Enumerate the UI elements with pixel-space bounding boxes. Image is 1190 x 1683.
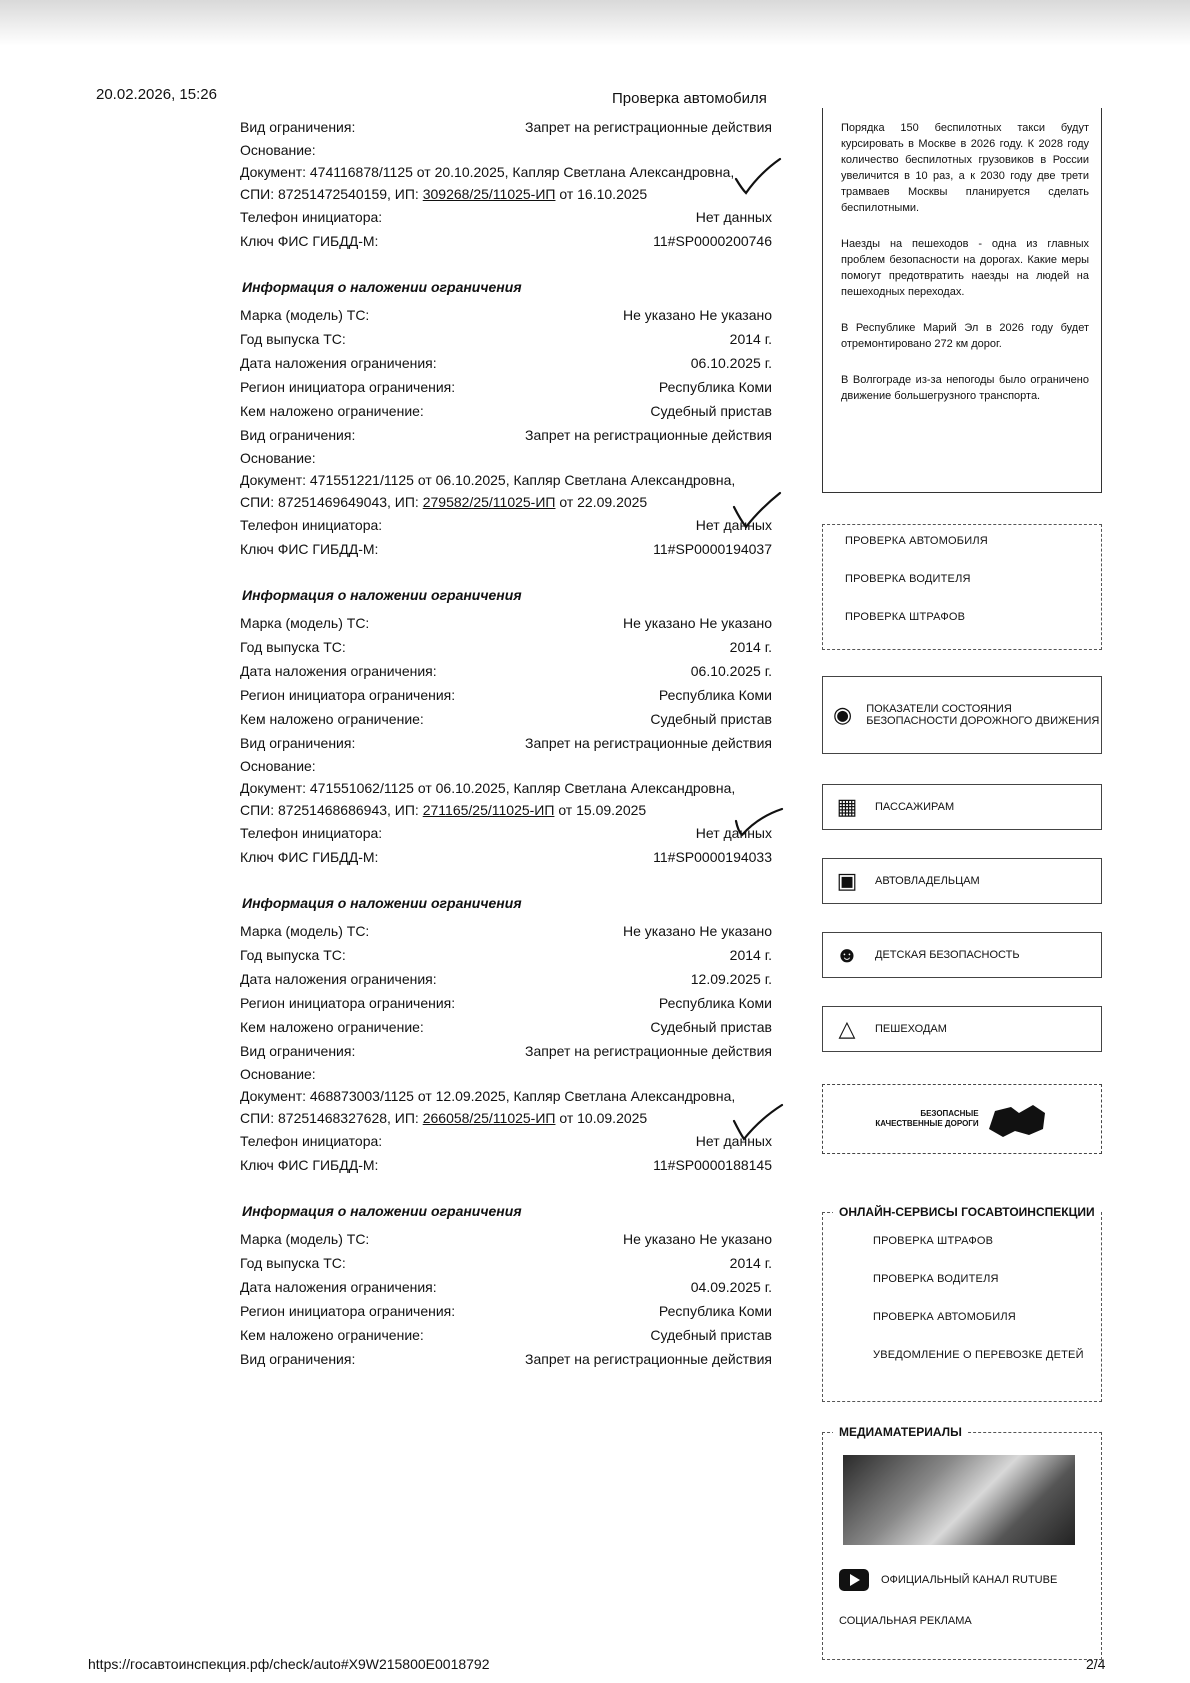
section-title: Информация о наложении ограничения	[242, 279, 522, 295]
vehicle-model-value: Не указано Не указано	[622, 615, 772, 631]
restriction-date-value: 12.09.2025 г.	[690, 971, 772, 987]
imposed-by-value: Судебный пристав	[650, 1019, 772, 1035]
vehicle-year-label: Год выпуска ТС:	[240, 947, 346, 963]
fis-key-label: Ключ ФИС ГИБДД-М:	[240, 849, 379, 865]
tile-child-safety[interactable]	[822, 932, 1102, 978]
vehicle-model-value: Не указано Не указано	[622, 307, 772, 323]
vehicle-model-label: Марка (модель) ТС:	[240, 923, 370, 939]
restriction-type-row	[240, 115, 772, 139]
vehicle-model-label: Марка (модель) ТС:	[240, 615, 370, 631]
basis-document-text: Документ: 471551221/1125 от 06.10.2025, Капляр Светлана Александровна, СПИ: 87251469649043, ИП:	[240, 472, 736, 510]
vehicle-model-label: Марка (модель) ТС:	[240, 307, 370, 323]
initiator-region-value: Республика Коми	[658, 1303, 772, 1319]
fis-key-value: 11#SP0000194033	[653, 849, 772, 865]
restriction-block	[240, 587, 772, 869]
basis-document-text: Документ: 474116878/1125 от 20.10.2025, Капляр Светлана Александровна, СПИ: 87251472540159, ИП:	[240, 164, 735, 202]
restriction-type-label: Вид ограничения:	[240, 735, 356, 751]
news-panel	[822, 108, 1102, 493]
basis-document	[240, 777, 772, 821]
online-item-check-driver[interactable]: ПРОВЕРКА ВОДИТЕЛЯ	[873, 1273, 999, 1285]
basis-document	[240, 161, 772, 205]
globe-icon: ◉	[833, 702, 853, 727]
tile-label: АВТОВЛАДЕЛЬЦАМ	[875, 875, 980, 887]
initiator-region-label: Регион инициатора ограничения:	[240, 379, 456, 395]
fis-key-row	[240, 229, 772, 253]
restriction-type-value: Запрет на регистрационные действия	[525, 1351, 772, 1367]
russia-map-icon	[985, 1099, 1049, 1139]
news-item[interactable]: В Волгограде из-за непогоды было ограничено движение большегрузного транспорта.	[841, 374, 1089, 402]
fis-key-value: 11#SP0000194037	[653, 541, 772, 557]
restriction-type-value: Запрет на регистрационные действия	[525, 427, 772, 443]
handwritten-check-mark	[730, 155, 784, 197]
imposed-by-label: Кем наложено ограничение:	[240, 711, 424, 727]
online-services-title: ОНЛАЙН-СЕРВИСЫ ГОСАВТОИНСПЕКЦИИ	[833, 1205, 1101, 1219]
vehicle-model-label: Марка (модель) ТС:	[240, 1231, 370, 1247]
restriction-type-label: Вид ограничения:	[240, 1351, 356, 1367]
menu-item-check-driver[interactable]: ПРОВЕРКА ВОДИТЕЛЯ	[845, 573, 971, 585]
section-title: Информация о наложении ограничения	[242, 587, 522, 603]
enforcement-case-link[interactable]: 266058/25/11025-ИП	[422, 1110, 556, 1126]
fis-key-label: Ключ ФИС ГИБДД-М:	[240, 233, 379, 249]
section-title: Информация о наложении ограничения	[242, 1203, 522, 1219]
safe-roads-banner[interactable]	[822, 1084, 1102, 1154]
initiator-region-value: Республика Коми	[658, 379, 772, 395]
news-item[interactable]: В Республике Марий Эл в 2026 году будет отремонтировано 272 км дорог.	[841, 322, 1089, 350]
initiator-region-value: Республика Коми	[658, 687, 772, 703]
rutube-label: ОФИЦИАЛЬНЫЙ КАНАЛ RUTUBE	[881, 1574, 1058, 1586]
media-title: МЕДИАМАТЕРИАЛЫ	[833, 1425, 968, 1439]
tile-passengers[interactable]	[822, 784, 1102, 830]
media-photo[interactable]	[843, 1455, 1075, 1545]
imposed-by-label: Кем наложено ограничение:	[240, 1327, 424, 1343]
online-services-box	[822, 1205, 1102, 1402]
basis-document-date: от 22.09.2025	[555, 494, 648, 510]
fis-key-value: 11#SP0000188145	[653, 1157, 772, 1173]
handwritten-check-mark	[730, 799, 784, 841]
play-icon	[839, 1569, 869, 1591]
banner-line2: КАЧЕСТВЕННЫЕ ДОРОГИ	[875, 1119, 979, 1128]
news-item[interactable]: Порядка 150 беспилотных такси будут курсировать в Москве в 2026 году. К 2028 году количество беспилотных грузовиков в России увеличится в 10 раз, а к 2030 году две трети трамваев Москвы планируется сделать беспилотными.	[841, 122, 1089, 214]
news-item[interactable]: Наезды на пешеходов - одна из главных проблем безопасности на дорогах. Какие меры помогут предотвратить наезды на людей на пешеходных переходах.	[841, 238, 1089, 298]
fis-key-label: Ключ ФИС ГИБДД-М:	[240, 1157, 379, 1173]
handwritten-check-mark	[730, 1101, 784, 1143]
initiator-region-value: Республика Коми	[658, 995, 772, 1011]
online-item-child-transport-notice[interactable]: УВЕДОМЛЕНИЕ О ПЕРЕВОЗКЕ ДЕТЕЙ	[873, 1349, 1084, 1361]
online-item-check-vehicle[interactable]: ПРОВЕРКА АВТОМОБИЛЯ	[873, 1311, 1016, 1323]
initiator-phone-label: Телефон инициатора:	[240, 1133, 383, 1149]
tile-label: ПЕШЕХОДАМ	[875, 1023, 947, 1035]
basis-label: Основание:	[240, 142, 316, 158]
restriction-type-label: Вид ограничения:	[240, 427, 356, 443]
restriction-date-value: 06.10.2025 г.	[690, 663, 772, 679]
rutube-link[interactable]	[839, 1569, 1101, 1591]
restriction-block-partial	[240, 115, 772, 253]
restriction-type-value: Запрет на регистрационные действия	[525, 1043, 772, 1059]
fis-key-value: 11#SP0000200746	[653, 233, 772, 249]
bus-icon: ▦	[836, 794, 858, 819]
initiator-phone-label: Телефон инициатора:	[240, 517, 383, 533]
menu-item-check-fines[interactable]: ПРОВЕРКА ШТРАФОВ	[845, 611, 966, 623]
tile-label: ПОКАЗАТЕЛИ СОСТОЯНИЯ БЕЗОПАСНОСТИ ДОРОЖНОГО ДВИЖЕНИЯ	[866, 703, 1100, 727]
initiator-region-label: Регион инициатора ограничения:	[240, 687, 456, 703]
basis-document	[240, 469, 772, 513]
vehicle-year-label: Год выпуска ТС:	[240, 639, 346, 655]
restriction-type-label: Вид ограничения:	[240, 119, 356, 135]
social-ads-link[interactable]: СОЦИАЛЬНАЯ РЕКЛАМА	[839, 1615, 972, 1627]
vehicle-model-value: Не указано Не указано	[622, 923, 772, 939]
enforcement-case-link[interactable]: 279582/25/11025-ИП	[422, 494, 556, 510]
restriction-block	[240, 895, 772, 1177]
basis-document-date: от 16.10.2025	[555, 186, 648, 202]
basis-document-date: от 15.09.2025	[554, 802, 647, 818]
basis-label: Основание:	[240, 1066, 316, 1082]
initiator-phone-value: Нет данных	[695, 825, 772, 841]
media-box	[822, 1425, 1102, 1660]
restriction-type-value: Запрет на регистрационные действия	[525, 119, 772, 135]
restriction-date-label: Дата наложения ограничения:	[240, 663, 437, 679]
restriction-type-label: Вид ограничения:	[240, 1043, 356, 1059]
basis-document-date: от 10.09.2025	[555, 1110, 648, 1126]
initiator-phone-value: Нет данных	[695, 517, 772, 533]
basis-document-text: Документ: 471551062/1125 от 06.10.2025, Капляр Светлана Александровна, СПИ: 87251468686943, ИП:	[240, 780, 736, 818]
vehicle-year-value: 2014 г.	[729, 947, 772, 963]
initiator-region-label: Регион инициатора ограничения:	[240, 995, 456, 1011]
menu-item-check-vehicle[interactable]: ПРОВЕРКА АВТОМОБИЛЯ	[845, 535, 988, 547]
car-icon: ▣	[836, 868, 858, 893]
restriction-type-value: Запрет на регистрационные действия	[525, 735, 772, 751]
tile-label: ДЕТСКАЯ БЕЗОПАСНОСТЬ	[875, 949, 1020, 961]
restriction-date-label: Дата наложения ограничения:	[240, 1279, 437, 1295]
main-content	[240, 115, 772, 1371]
initiator-phone-value: Нет данных	[695, 1133, 772, 1149]
banner-text	[875, 1109, 978, 1129]
vehicle-year-label: Год выпуска ТС:	[240, 1255, 346, 1271]
handwritten-check-mark	[730, 489, 784, 531]
print-date: 20.02.2026, 15:26	[96, 86, 217, 103]
basis-document	[240, 1085, 772, 1129]
vehicle-year-value: 2014 г.	[729, 331, 772, 347]
vehicle-year-value: 2014 г.	[729, 639, 772, 655]
page-title: Проверка автомобиля	[612, 90, 767, 107]
initiator-phone-row	[240, 205, 772, 229]
enforcement-case-link[interactable]: 271165/25/11025-ИП	[422, 802, 555, 818]
tile-label: ПАССАЖИРАМ	[875, 801, 955, 813]
enforcement-case-link[interactable]: 309268/25/11025-ИП	[422, 186, 556, 202]
check-services-menu	[822, 524, 1102, 650]
basis-document-text: Документ: 468873003/1125 от 12.09.2025, Капляр Светлана Александровна, СПИ: 87251468327628, ИП:	[240, 1088, 736, 1126]
restriction-date-value: 06.10.2025 г.	[690, 355, 772, 371]
page-url: https://госавтоинспекция.рф/check/auto#X9W215800E0018792	[88, 1656, 490, 1672]
initiator-phone-label: Телефон инициатора:	[240, 825, 383, 841]
restriction-date-label: Дата наложения ограничения:	[240, 971, 437, 987]
page-number: 2/4	[1086, 1656, 1106, 1672]
restriction-block	[240, 279, 772, 561]
banner-line1: БЕЗОПАСНЫЕ	[920, 1109, 979, 1118]
imposed-by-value: Судебный пристав	[650, 711, 772, 727]
initiator-phone-label: Телефон инициатора:	[240, 209, 383, 225]
vehicle-year-value: 2014 г.	[729, 1255, 772, 1271]
vehicle-model-value: Не указано Не указано	[622, 1231, 772, 1247]
initiator-phone-value: Нет данных	[695, 209, 772, 225]
tile-safety-indicators[interactable]	[822, 676, 1102, 754]
restriction-date-label: Дата наложения ограничения:	[240, 355, 437, 371]
restriction-date-value: 04.09.2025 г.	[690, 1279, 772, 1295]
vehicle-year-label: Год выпуска ТС:	[240, 331, 346, 347]
tile-car-owners[interactable]	[822, 858, 1102, 904]
initiator-region-label: Регион инициатора ограничения:	[240, 1303, 456, 1319]
scan-edge	[0, 0, 1190, 46]
restriction-block-partial	[240, 1203, 772, 1371]
tile-pedestrians[interactable]	[822, 1006, 1102, 1052]
imposed-by-label: Кем наложено ограничение:	[240, 403, 424, 419]
online-item-check-fines[interactable]: ПРОВЕРКА ШТРАФОВ	[873, 1235, 994, 1247]
child-seat-icon: ☻	[835, 942, 859, 967]
fis-key-label: Ключ ФИС ГИБДД-М:	[240, 541, 379, 557]
imposed-by-label: Кем наложено ограничение:	[240, 1019, 424, 1035]
section-title: Информация о наложении ограничения	[242, 895, 522, 911]
imposed-by-value: Судебный пристав	[650, 1327, 772, 1343]
basis-label: Основание:	[240, 450, 316, 466]
imposed-by-value: Судебный пристав	[650, 403, 772, 419]
pedestrian-icon: △	[838, 1016, 856, 1041]
basis-label: Основание:	[240, 758, 316, 774]
